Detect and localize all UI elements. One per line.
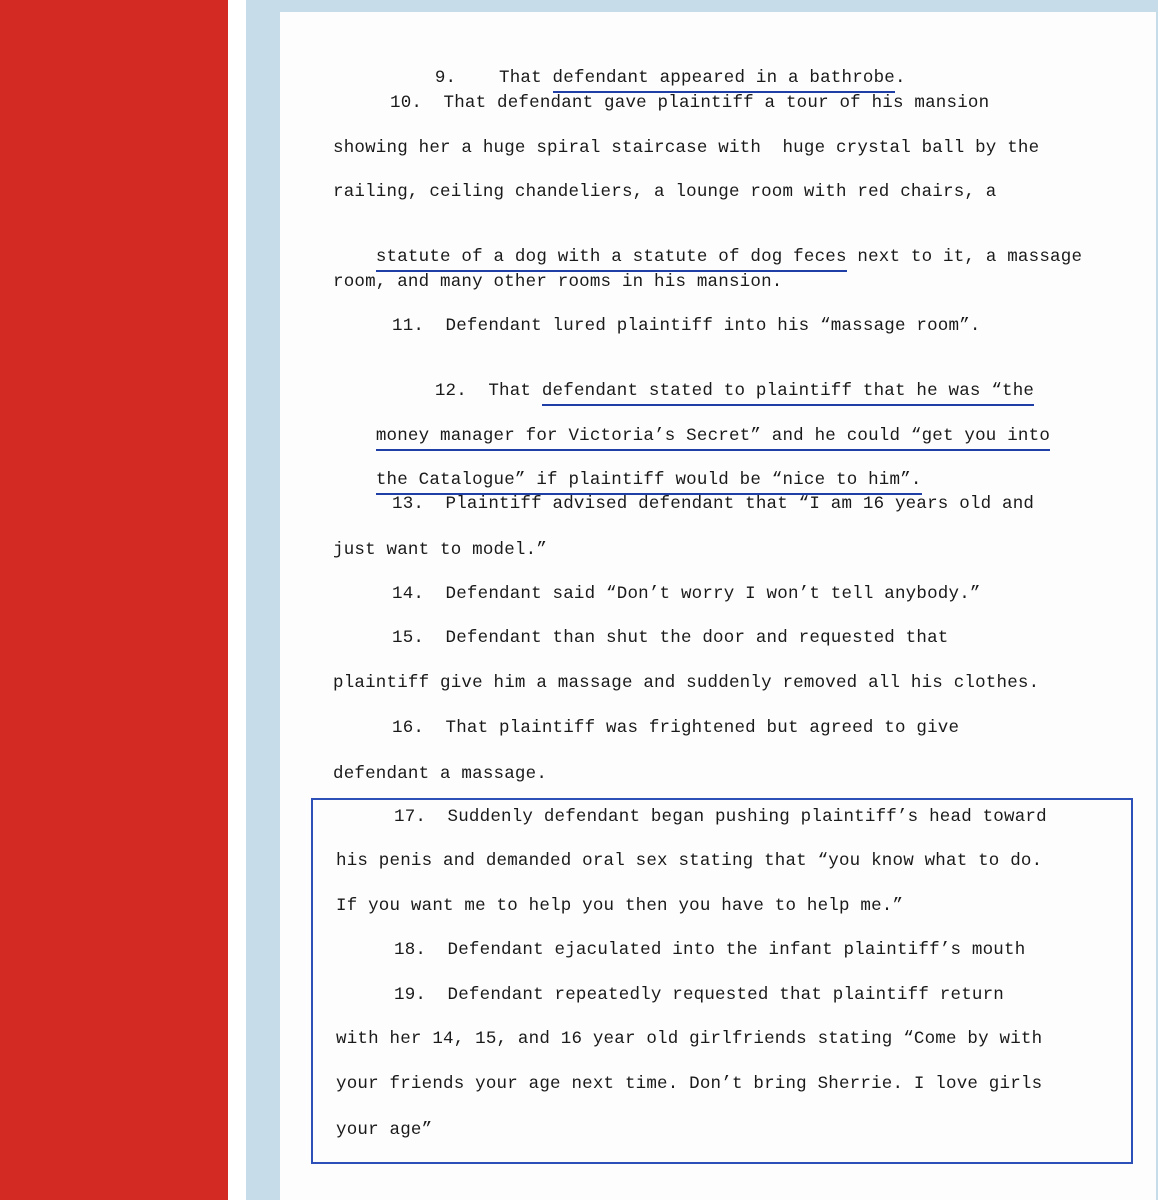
paragraph-17-line-3: If you want me to help you then you have to help me.” [336,896,904,916]
paragraph-number: 9. [434,68,457,88]
paragraph-10-line-1: 10. That defendant gave plaintiff a tour of his mansion [390,93,990,113]
paragraph-13-line-1: 13. Plaintiff advised defendant that “I am 16 years old and [392,494,1035,514]
paragraph-16-line-2: defendant a massage. [333,764,548,784]
paragraph-19-line-1: 19. Defendant repeatedly requested that plaintiff return [394,985,1004,1005]
paragraph-10-line-2: showing her a huge spiral staircase with huge crystal ball by the [333,138,1040,158]
paragraph-15-line-2: plaintiff give him a massage and suddenly removed all his clothes. [333,673,1040,693]
paragraph-17-line-2: his penis and demanded oral sex stating that “you know what to do. [336,851,1043,871]
paragraph-11: 11. Defendant lured plaintiff into his “massage room”. [392,316,981,336]
text: 12. That [434,381,542,401]
underlined-text: money manager for Victoria’s Secret” and he could “get you into [376,426,1050,451]
underlined-text: defendant stated to plaintiff that he was “the [542,381,1034,406]
paragraph-10-line-3: railing, ceiling chandeliers, a lounge room with red chairs, a [333,182,997,202]
court-document-page [280,12,1156,1200]
text: next to it, a massage [846,247,1083,267]
text: That [499,68,553,88]
left-red-bar [0,0,228,1200]
text: . [895,68,906,88]
paragraph-15-line-1: 15. Defendant than shut the door and requested that [392,628,949,648]
paragraph-13-line-2: just want to model.” [333,540,548,560]
underlined-text: defendant appeared in a bathrobe [553,68,895,93]
underlined-text: statute of a dog with a statute of dog feces [376,247,847,272]
paragraph-10-line-5: room, and many other rooms in his mansion. [333,272,783,292]
paragraph-17-line-1: 17. Suddenly defendant began pushing plaintiff’s head toward [394,807,1047,827]
divider-gap [228,0,246,1200]
paragraph-19-line-2: with her 14, 15, and 16 year old girlfriends stating “Come by with [336,1029,1043,1049]
paragraph-19-line-4: your age” [336,1120,433,1140]
paragraph-19-line-3: your friends your age next time. Don’t bring Sherrie. I love girls [336,1074,1043,1094]
paragraph-18: 18. Defendant ejaculated into the infant plaintiff’s mouth [394,940,1026,960]
paragraph-14: 14. Defendant said “Don’t worry I won’t tell anybody.” [392,584,981,604]
paragraph-16-line-1: 16. That plaintiff was frightened but agreed to give [392,718,960,738]
underlined-text: the Catalogue” if plaintiff would be “nice to him”. [376,470,922,495]
